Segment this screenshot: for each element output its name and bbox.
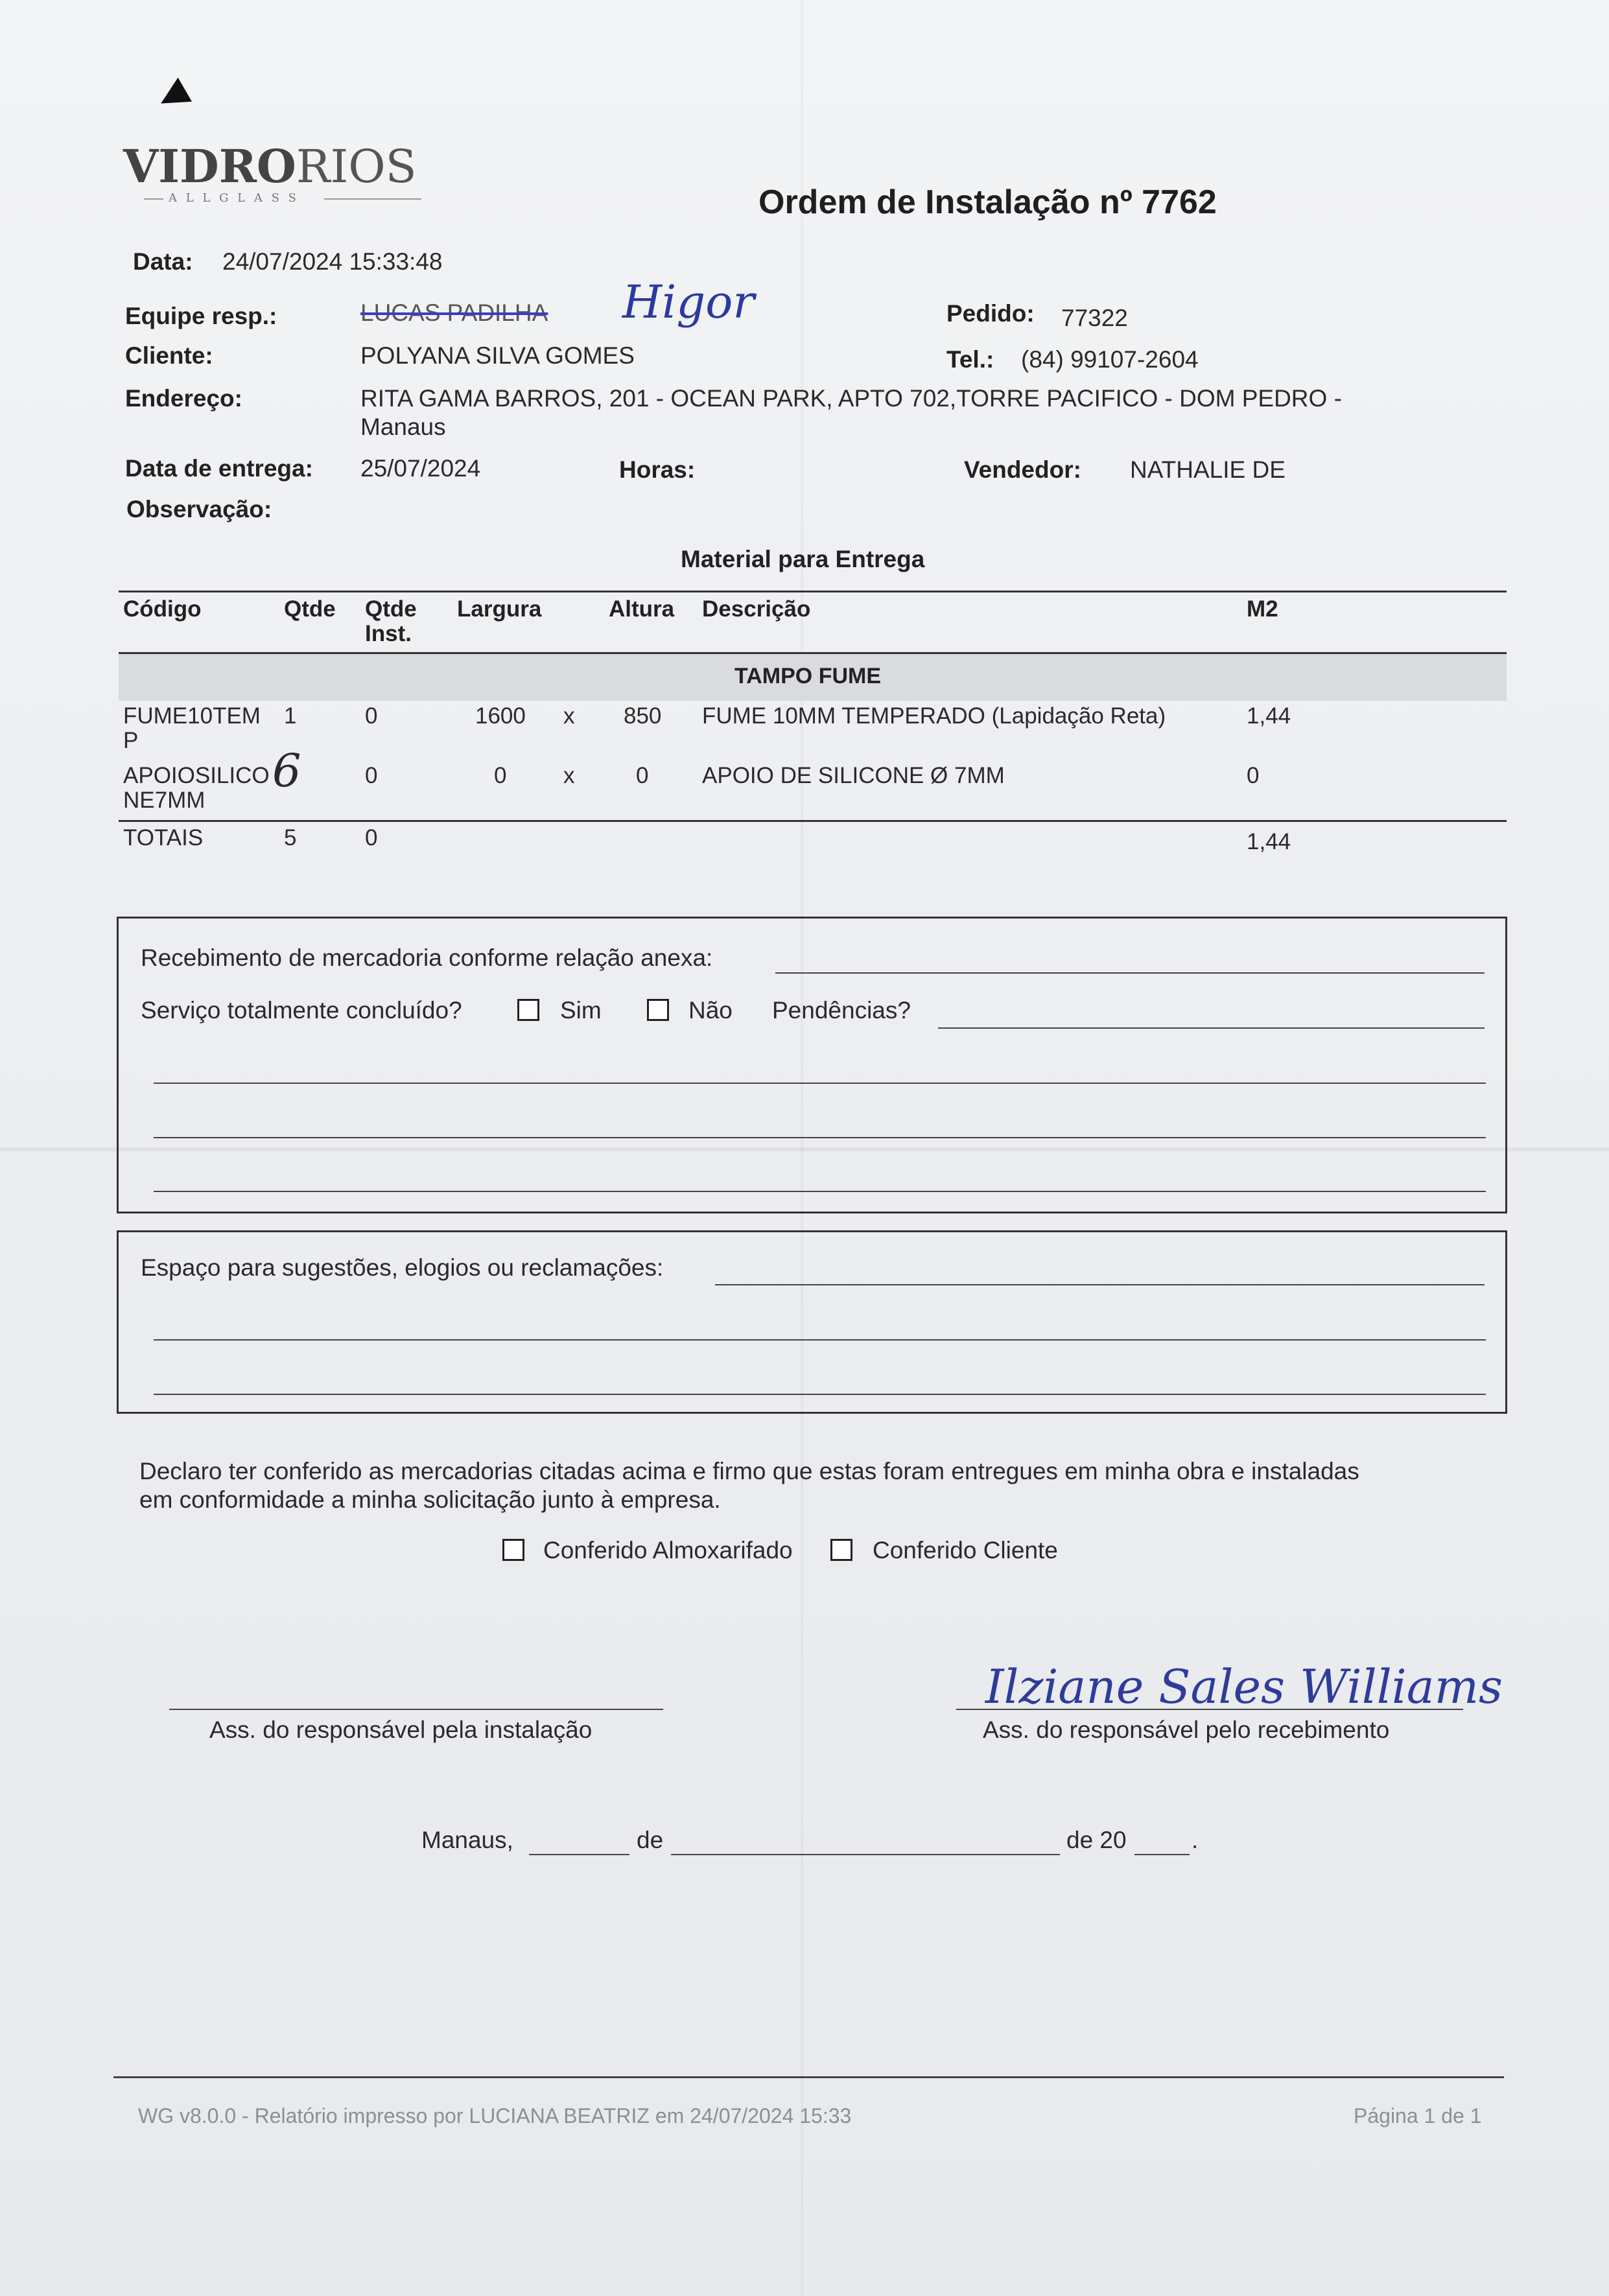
col-altura: Altura [609, 596, 675, 622]
row-m2: 1,44 [1247, 703, 1291, 729]
brand-name-light: RIOS [296, 140, 417, 193]
group-title: TAMPO FUME [734, 664, 882, 688]
vendedor-value: NATHALIE DE [1130, 456, 1286, 483]
row-x: x [563, 703, 575, 729]
col-largura: Largura [457, 596, 542, 622]
row-descricao: FUME 10MM TEMPERADO (Lapidação Reta) [702, 703, 1166, 729]
col-codigo: Código [123, 596, 202, 622]
brand-logo [123, 139, 417, 193]
local-de-1: de [637, 1827, 664, 1853]
table-top-rule [119, 591, 1507, 592]
sugestoes-line-1[interactable] [154, 1339, 1486, 1341]
tel-value: (84) 99107-2604 [1021, 346, 1199, 373]
row-codigo-2: P [123, 728, 139, 753]
local-de-2: de 20 [1066, 1827, 1127, 1853]
arrow-mark-icon: ◀ [148, 69, 194, 119]
tagline-rule-left [144, 198, 163, 200]
conferido-cliente-label: Conferido Cliente [873, 1537, 1058, 1564]
row-altura: 0 [636, 763, 649, 788]
conferido-cliente-checkbox[interactable] [830, 1539, 852, 1561]
endereco-line-1: RITA GAMA BARROS, 201 - OCEAN PARK, APTO 702,TORRE PACIFICO - DOM PEDRO - [360, 385, 1342, 412]
totals-qtde: 5 [284, 825, 297, 850]
sig-instalacao-line[interactable] [169, 1709, 663, 1710]
page-title: Ordem de Instalação nº 7762 [758, 183, 1217, 221]
col-descricao: Descrição [702, 596, 811, 622]
row-largura: 1600 [475, 703, 526, 729]
brand-name-bold: VIDRO [123, 139, 296, 193]
conferido-almoxarifado-checkbox[interactable] [502, 1539, 524, 1561]
row-x: x [563, 763, 575, 788]
row-qtde-handwritten: 6 [272, 744, 301, 797]
recebimento-label: Recebimento de mercadoria conforme relação anexa: [141, 944, 713, 971]
local-year-line[interactable] [1134, 1854, 1190, 1855]
row-largura: 0 [494, 763, 507, 788]
footer-rule [113, 2076, 1504, 2078]
pendencias-label: Pendências? [772, 997, 911, 1024]
pedido-value: 77322 [1061, 305, 1128, 331]
col-qtde: Qtde [284, 596, 336, 622]
row-codigo-2: NE7MM [123, 788, 206, 813]
equipe-value: LUCAS PADILHA [360, 299, 548, 326]
nao-label: Não [688, 997, 733, 1024]
sig-instalacao-label: Ass. do responsável pela instalação [209, 1716, 593, 1743]
totals-inst: 0 [365, 825, 378, 850]
declaracao-line-1: Declaro ter conferido as mercadorias citadas acima e firmo que estas foram entregues em minha obra e instaladas [139, 1458, 1359, 1484]
receipt-line-3[interactable] [154, 1191, 1486, 1192]
endereco-label: Endereço: [125, 385, 242, 412]
local-day-line[interactable] [529, 1854, 629, 1855]
recebimento-signature: Ilziane Sales Williams [985, 1659, 1503, 1714]
equipe-handwritten: Higor [622, 275, 755, 329]
local-end: . [1192, 1827, 1199, 1853]
sugestoes-label: Espaço para sugestões, elogios ou reclamações: [141, 1254, 664, 1281]
sig-recebimento-label: Ass. do responsável pelo recebimento [983, 1716, 1390, 1743]
col-qtde-inst-2: Inst. [365, 621, 412, 646]
pendencias-line[interactable] [938, 1027, 1485, 1029]
local-city: Manaus, [421, 1827, 513, 1853]
conferido-almoxarifado-label: Conferido Almoxarifado [543, 1537, 793, 1564]
row-qtde: 1 [284, 703, 297, 729]
observacao-label: Observação: [126, 496, 272, 522]
servico-label: Serviço totalmente concluído? [141, 997, 462, 1024]
receipt-line-2[interactable] [154, 1137, 1486, 1138]
col-m2: M2 [1247, 596, 1278, 622]
row-codigo-1: FUME10TEM [123, 703, 261, 729]
col-qtde-inst-1: Qtde [365, 596, 417, 622]
sugestoes-line-0[interactable] [715, 1284, 1485, 1285]
totals-label: TOTAIS [123, 825, 204, 850]
equipe-label: Equipe resp.: [125, 303, 277, 329]
entrega-value: 25/07/2024 [360, 455, 481, 482]
row-descricao: APOIO DE SILICONE Ø 7MM [702, 763, 1005, 788]
receipt-line-1[interactable] [154, 1083, 1486, 1084]
horas-label: Horas: [619, 456, 696, 483]
declaracao-line-2: em conformidade a minha solicitação junto à empresa. [139, 1486, 721, 1513]
row-altura: 850 [624, 703, 662, 729]
sugestoes-line-2[interactable] [154, 1394, 1486, 1395]
cliente-value: POLYANA SILVA GOMES [360, 342, 635, 369]
tagline-rule-right [324, 198, 421, 200]
row-codigo-1: APOIOSILICO [123, 763, 270, 788]
nao-checkbox[interactable] [647, 999, 669, 1021]
cliente-label: Cliente: [125, 342, 213, 369]
material-title: Material para Entrega [681, 546, 925, 572]
endereco-line-2: Manaus [360, 414, 446, 440]
totals-m2: 1,44 [1247, 829, 1291, 854]
footer-left: WG v8.0.0 - Relatório impresso por LUCIANA BEATRIZ em 24/07/2024 15:33 [138, 2104, 852, 2127]
row-inst: 0 [365, 763, 378, 788]
tel-label: Tel.: [946, 346, 994, 373]
footer-page: Página 1 de 1 [1354, 2104, 1482, 2127]
brand-tagline: A L L G L A S S [169, 191, 299, 205]
entrega-label: Data de entrega: [125, 455, 313, 482]
row-inst: 0 [365, 703, 378, 729]
local-month-line[interactable] [671, 1854, 1060, 1855]
recebimento-line[interactable] [775, 972, 1485, 974]
date-value: 24/07/2024 15:33:48 [222, 248, 443, 275]
date-label: Data: [133, 248, 193, 275]
sim-checkbox[interactable] [517, 999, 539, 1021]
pedido-label: Pedido: [946, 300, 1035, 327]
table-totals-rule [119, 820, 1507, 822]
row-m2: 0 [1247, 763, 1260, 788]
vendedor-label: Vendedor: [964, 456, 1081, 483]
sim-label: Sim [560, 997, 602, 1024]
